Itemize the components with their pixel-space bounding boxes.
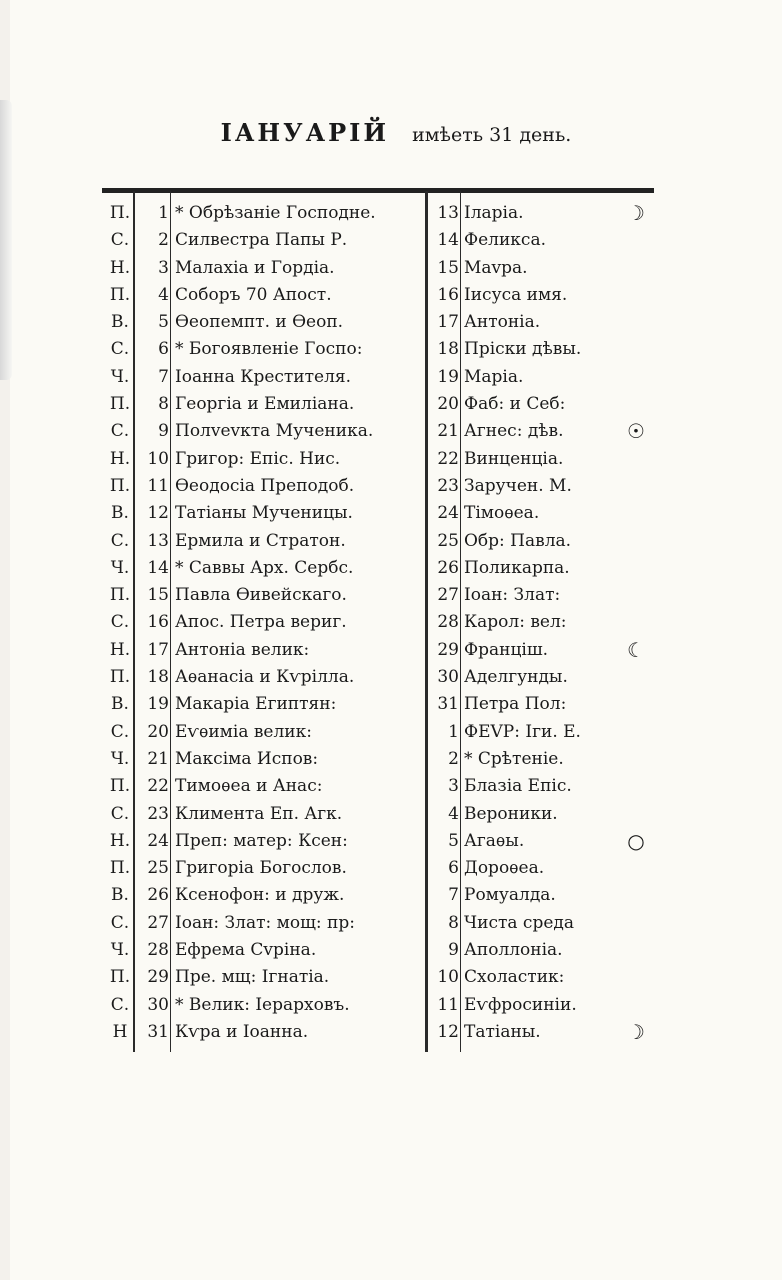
new-style-saint: Обр: Павла. xyxy=(464,530,572,551)
old-style-date: 14 xyxy=(147,557,169,578)
new-style-saint: Заручен. М. xyxy=(464,475,572,496)
day-of-week: П. xyxy=(109,776,131,797)
calendar-row xyxy=(10,746,782,773)
moon-phase-icon: ☉ xyxy=(627,419,645,444)
day-of-week: С. xyxy=(110,230,130,251)
moon-phase-icon: ☽ xyxy=(627,201,645,225)
old-style-date: 17 xyxy=(147,639,169,660)
new-style-saint: Дороѳеа. xyxy=(464,858,545,879)
new-style-date: 2 xyxy=(448,748,459,769)
calendar-row xyxy=(10,418,782,445)
new-style-date: 1 xyxy=(448,721,459,742)
day-of-week: Н xyxy=(112,1021,128,1042)
new-style-date: 7 xyxy=(448,885,459,906)
calendar-row xyxy=(10,910,782,937)
day-of-week: В. xyxy=(111,885,129,906)
new-style-saint: Блазіа Епіс. xyxy=(464,776,572,797)
day-of-week: С. xyxy=(110,803,130,824)
day-of-week: Н. xyxy=(109,830,131,851)
new-style-saint: Аполлоніа. xyxy=(464,940,563,961)
calendar-row xyxy=(10,637,782,664)
new-style-date: 21 xyxy=(437,421,459,442)
new-style-date: 16 xyxy=(437,284,459,305)
old-style-saint: Григоріа Богослов. xyxy=(175,858,347,879)
new-style-saint: Фаб: и Себ: xyxy=(464,394,566,415)
old-style-date: 20 xyxy=(147,721,169,742)
day-of-week: П. xyxy=(109,475,131,496)
old-style-saint: Преп: матер: Ксен: xyxy=(175,830,348,851)
new-style-saint: Франціш. xyxy=(464,639,549,660)
old-style-date: 12 xyxy=(147,503,169,524)
old-style-saint: Ефрема Сvріна. xyxy=(175,940,317,961)
calendar-row xyxy=(10,446,782,473)
new-style-date: 29 xyxy=(437,639,459,660)
day-of-week: П. xyxy=(109,394,131,415)
old-style-date: 22 xyxy=(147,776,169,797)
old-style-date: 8 xyxy=(158,394,169,415)
day-of-week: В. xyxy=(111,503,129,524)
old-style-saint: Кѵра и Іоанна. xyxy=(175,1021,309,1042)
calendar-row xyxy=(10,555,782,582)
new-style-saint: Агаѳы. xyxy=(464,830,525,851)
new-style-date: 14 xyxy=(437,230,459,251)
new-style-date: 28 xyxy=(437,612,459,633)
book-page xyxy=(10,0,782,1280)
old-style-date: 1 xyxy=(158,203,169,223)
calendar-row xyxy=(10,992,782,1019)
old-style-saint: Пре. мщ: Ігнатіа. xyxy=(175,967,330,988)
new-style-saint: Іларіа. xyxy=(464,203,524,223)
new-style-date: 31 xyxy=(437,694,459,715)
old-style-date: 10 xyxy=(147,448,169,469)
page-header xyxy=(10,118,782,147)
day-of-week: С. xyxy=(110,721,130,742)
old-style-date: 16 xyxy=(147,612,169,633)
new-style-date: 17 xyxy=(437,312,459,333)
old-style-saint: Макаріа Египтян: xyxy=(175,694,337,715)
calendar-row xyxy=(10,773,782,800)
new-style-date: 11 xyxy=(437,994,459,1015)
old-style-saint: Аѳанасіа и Кѵрілла. xyxy=(175,667,355,688)
calendar-row xyxy=(10,473,782,500)
calendar-table xyxy=(10,200,782,1046)
new-style-saint: Антоніа. xyxy=(464,312,541,333)
old-style-saint: Іоанна Крестителя. xyxy=(175,366,352,387)
old-style-saint: Силвестра Папы Р. xyxy=(175,230,348,251)
day-of-week: В. xyxy=(111,312,129,333)
new-style-date: 19 xyxy=(437,366,459,387)
day-of-week: П. xyxy=(109,203,131,223)
moon-phase-icon: ☽ xyxy=(627,1019,645,1044)
new-style-date: 30 xyxy=(437,667,459,688)
new-style-saint: Іисуса имя. xyxy=(464,284,568,305)
new-style-date: 8 xyxy=(448,912,459,933)
calendar-row xyxy=(10,227,782,254)
old-style-date: 26 xyxy=(147,885,169,906)
moon-phase-icon: ○ xyxy=(627,828,645,853)
old-style-saint: Климента Еп. Агк. xyxy=(175,803,343,824)
new-style-date: 10 xyxy=(437,967,459,988)
calendar-row xyxy=(10,801,782,828)
day-of-week: П. xyxy=(109,284,131,305)
new-style-date: 18 xyxy=(437,339,459,360)
day-of-week: П. xyxy=(109,967,131,988)
old-style-date: 15 xyxy=(147,585,169,606)
day-of-week: В. xyxy=(111,694,129,715)
old-style-date: 25 xyxy=(147,858,169,879)
day-of-week: С. xyxy=(110,994,130,1015)
old-style-saint: Максіма Испов: xyxy=(175,748,319,769)
calendar-row xyxy=(10,937,782,964)
new-style-saint: Татіаны. xyxy=(464,1021,541,1042)
calendar-row xyxy=(10,828,782,855)
day-of-week: Ч. xyxy=(110,748,130,769)
calendar-row xyxy=(10,719,782,746)
new-style-saint: Чиста среда xyxy=(464,912,575,933)
new-style-saint: Схоластик: xyxy=(464,967,565,988)
new-style-date: 15 xyxy=(437,257,459,278)
old-style-saint: Малахіа и Гордіа. xyxy=(175,257,335,278)
calendar-row xyxy=(10,500,782,527)
page-edge-shadow xyxy=(0,100,12,380)
old-style-saint: * Велик: Іерарховъ. xyxy=(175,994,350,1015)
new-style-date: 9 xyxy=(448,940,459,961)
new-style-saint: Петра Пол: xyxy=(464,694,567,715)
calendar-row xyxy=(10,309,782,336)
calendar-row xyxy=(10,255,782,282)
old-style-date: 19 xyxy=(147,694,169,715)
old-style-saint: * Саввы Арх. Сербс. xyxy=(175,557,354,578)
old-style-date: 5 xyxy=(158,312,169,333)
new-style-saint: Іоан: Злат: xyxy=(464,585,561,606)
day-of-week: П. xyxy=(109,667,131,688)
calendar-row xyxy=(10,609,782,636)
new-style-date: 12 xyxy=(437,1021,459,1042)
new-style-saint: Пріски дѣвы. xyxy=(464,339,582,360)
old-style-date: 18 xyxy=(147,667,169,688)
new-style-saint: Поликарпа. xyxy=(464,557,570,578)
old-style-saint: Павла Ѳивейскаго. xyxy=(175,585,347,606)
calendar-row xyxy=(10,336,782,363)
calendar-row xyxy=(10,882,782,909)
old-style-date: 21 xyxy=(147,748,169,769)
new-style-saint: Карол: вел: xyxy=(464,612,567,633)
new-style-saint: Вероники. xyxy=(464,803,558,824)
old-style-date: 23 xyxy=(147,803,169,824)
old-style-date: 2 xyxy=(158,230,169,251)
old-style-saint: Апос. Петра вериг. xyxy=(175,612,347,633)
old-style-saint: * Обрѣзаніе Господне. xyxy=(175,203,376,223)
new-style-saint: Аделгунды. xyxy=(464,667,568,688)
new-style-saint: * Срѣтеніе. xyxy=(464,748,564,769)
old-style-date: 7 xyxy=(158,366,169,387)
old-style-saint: Полvеvкта Мученика. xyxy=(175,421,374,442)
old-style-date: 11 xyxy=(147,475,169,496)
old-style-saint: Ксенофон: и друж. xyxy=(175,885,345,906)
old-style-saint: Ѳеодосіа Преподоб. xyxy=(175,475,355,496)
old-style-date: 27 xyxy=(147,912,169,933)
day-of-week: С. xyxy=(110,339,130,360)
calendar-row xyxy=(10,391,782,418)
calendar-row xyxy=(10,691,782,718)
calendar-row xyxy=(10,364,782,391)
old-style-date: 29 xyxy=(147,967,169,988)
day-of-week: С. xyxy=(110,421,130,442)
old-style-date: 6 xyxy=(158,339,169,360)
new-style-date: 22 xyxy=(437,448,459,469)
day-of-week: С. xyxy=(110,612,130,633)
month-title: ІАНУАРІЙ xyxy=(220,118,390,147)
new-style-saint: Ромуалда. xyxy=(464,885,556,906)
day-of-week: П. xyxy=(109,585,131,606)
old-style-date: 24 xyxy=(147,830,169,851)
day-of-week: Н. xyxy=(109,448,131,469)
day-of-week: Н. xyxy=(109,257,131,278)
old-style-saint: Георгіа и Емиліана. xyxy=(175,394,355,415)
new-style-date: 4 xyxy=(448,803,459,824)
old-style-date: 9 xyxy=(158,421,169,442)
old-style-saint: Тимоѳеа и Анас: xyxy=(175,776,323,797)
calendar-row xyxy=(10,282,782,309)
new-style-saint: Феликса. xyxy=(464,230,546,251)
new-style-date: 27 xyxy=(437,585,459,606)
new-style-date: 5 xyxy=(448,830,459,851)
old-style-saint: Антоніа велик: xyxy=(175,639,310,660)
old-style-saint: Іоан: Злат: мощ: пр: xyxy=(175,912,355,933)
old-style-saint: Еѵѳиміа велик: xyxy=(175,721,312,742)
old-style-saint: Соборъ 70 Апост. xyxy=(175,284,332,305)
calendar-row xyxy=(10,664,782,691)
calendar-row xyxy=(10,528,782,555)
calendar-row xyxy=(10,964,782,991)
old-style-date: 3 xyxy=(158,257,169,278)
old-style-date: 4 xyxy=(158,284,169,305)
new-style-saint: Маріа. xyxy=(464,366,524,387)
new-style-date: 13 xyxy=(437,203,459,223)
old-style-saint: * Богоявленіе Госпо: xyxy=(175,339,363,360)
old-style-saint: Ѳеопемпт. и Ѳеоп. xyxy=(175,312,344,333)
day-of-week: Ч. xyxy=(110,366,130,387)
new-style-saint: Агнес: дѣв. xyxy=(464,421,564,442)
calendar-row xyxy=(10,200,782,227)
day-of-week: Ч. xyxy=(110,557,130,578)
old-style-date: 28 xyxy=(147,940,169,961)
new-style-date: 24 xyxy=(437,503,459,524)
new-style-date: 3 xyxy=(448,776,459,797)
new-style-date: 26 xyxy=(437,557,459,578)
calendar-row xyxy=(10,855,782,882)
new-style-date: 6 xyxy=(448,858,459,879)
day-of-week: Н. xyxy=(109,639,131,660)
old-style-date: 30 xyxy=(147,994,169,1015)
day-of-week: С. xyxy=(110,530,130,551)
day-of-week: Ч. xyxy=(110,940,130,961)
header-rule xyxy=(102,188,654,193)
new-style-saint: Винценціа. xyxy=(464,448,564,469)
new-style-date: 25 xyxy=(437,530,459,551)
new-style-date: 20 xyxy=(437,394,459,415)
month-days-note: имѣеть 31 день. xyxy=(412,124,572,146)
new-style-saint: ФЕVР: Іги. Е. xyxy=(464,721,581,742)
old-style-saint: Григор: Епіс. Нис. xyxy=(175,448,341,469)
new-style-saint: Еѵфросиніи. xyxy=(464,994,577,1015)
old-style-date: 31 xyxy=(147,1021,169,1042)
day-of-week: С. xyxy=(110,912,130,933)
moon-phase-icon: ☾ xyxy=(627,637,645,662)
calendar-row xyxy=(10,1019,782,1046)
new-style-saint: Маvра. xyxy=(464,257,528,278)
new-style-date: 23 xyxy=(437,475,459,496)
old-style-saint: Татіаны Мученицы. xyxy=(175,503,353,524)
day-of-week: П. xyxy=(109,858,131,879)
old-style-saint: Ермила и Стратон. xyxy=(175,530,346,551)
new-style-saint: Тімоѳеа. xyxy=(464,503,540,524)
calendar-row xyxy=(10,582,782,609)
old-style-date: 13 xyxy=(147,530,169,551)
